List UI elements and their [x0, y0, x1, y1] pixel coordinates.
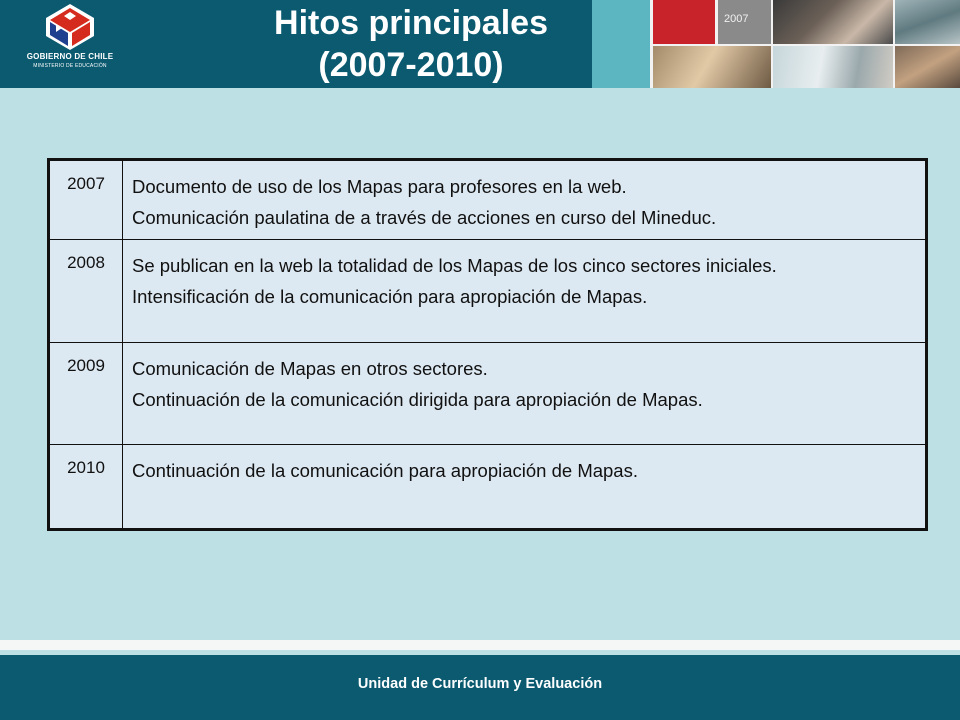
title-line-1: Hitos principales	[274, 4, 548, 42]
year-cell: 2009	[50, 343, 123, 444]
description-cell	[132, 353, 921, 415]
collage-red-tile	[653, 0, 715, 44]
logo-text: GOBIERNO DE CHILE	[26, 52, 114, 61]
table-row	[50, 240, 925, 343]
table-row	[50, 161, 925, 240]
gobierno-de-chile-logo	[20, 4, 114, 74]
description-line: Comunicación de Mapas en otros sectores.	[132, 358, 488, 379]
description-line: Continuación de la comunicación para apropiación de Mapas.	[132, 460, 638, 481]
header-bar	[0, 0, 960, 88]
logo-subtext: MINISTERIO DE EDUCACIÓN	[33, 63, 107, 69]
photo-collage	[650, 0, 960, 88]
description-line: Intensificación de la comunicación para apropiación de Mapas.	[132, 286, 648, 307]
collage-photo-student-writing	[773, 0, 893, 44]
milestones-table	[47, 158, 928, 531]
collage-photo-classroom	[773, 46, 893, 88]
description-line: Comunicación paulatina de a través de acciones en curso del Mineduc.	[132, 207, 717, 228]
year-cell: 2007	[50, 161, 123, 239]
description-line: Se publican en la web la totalidad de los Mapas de los cinco sectores iniciales.	[132, 255, 777, 276]
description-cell	[132, 250, 921, 312]
collage-photo-children	[895, 46, 960, 88]
footer-text: Unidad de Currículum y Evaluación	[357, 676, 603, 692]
chile-shield-icon	[46, 4, 94, 50]
description-line: Documento de uso de los Mapas para profesores en la web.	[132, 176, 627, 197]
year-cell: 2008	[50, 240, 123, 342]
header-accent-block	[592, 0, 650, 88]
footer-bar	[0, 655, 960, 720]
table-row	[50, 343, 925, 445]
collage-photo-boy-reading	[653, 46, 771, 88]
collage-photo-lab	[895, 0, 960, 44]
page-title	[230, 2, 592, 86]
title-line-2: (2007-2010)	[318, 46, 504, 84]
footer-divider	[0, 640, 960, 650]
collage-year-label: 2007	[724, 13, 749, 25]
description-line: Continuación de la comunicación dirigida para apropiación de Mapas.	[132, 389, 703, 410]
collage-grey-tile	[718, 0, 771, 44]
description-cell	[132, 455, 921, 486]
table-row	[50, 445, 925, 528]
year-cell: 2010	[50, 445, 123, 528]
description-cell	[132, 171, 921, 233]
